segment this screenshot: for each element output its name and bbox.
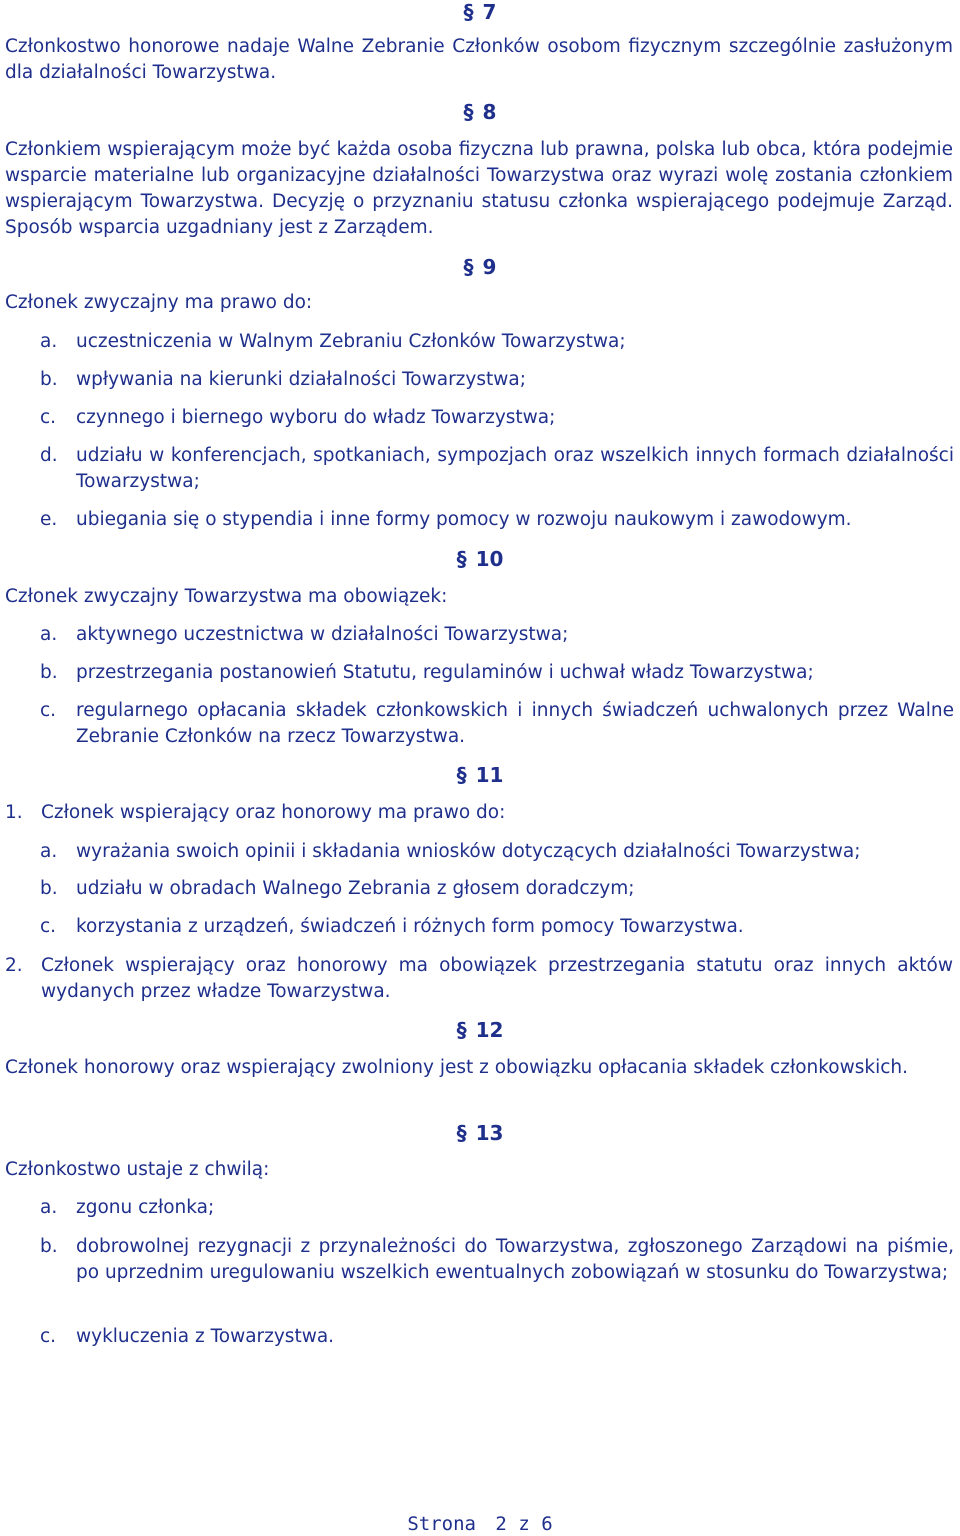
list-item (40, 329, 954, 355)
section-7-paragraph: Członkostwo honorowe nadaje Walne Zebranie Członków osobom fizycznym szczególnie zasłużonym dla działalności Towarzystwa. (5, 36, 953, 83)
section-13-heading (0, 1121, 960, 1145)
numbered-paragraph-1 (5, 800, 953, 826)
section-7-heading (0, 0, 960, 24)
list-item (40, 914, 954, 940)
list-item (40, 839, 954, 865)
list-item (40, 1324, 954, 1350)
section-symbol: § (456, 1121, 467, 1145)
page-label: Strona (407, 1513, 476, 1535)
section-symbol: § (463, 255, 474, 279)
list-item-text: ubiegania się o stypendia i inne formy pomocy w rozwoju naukowym i zawodowym. (76, 509, 852, 530)
numbered-paragraph-2 (5, 953, 953, 1005)
list-item-text: udziału w konferencjach, spotkaniach, sympozjach oraz wszelkich innych formach działalności Towarzystwa; (76, 445, 954, 492)
list-marker: b. (40, 1236, 58, 1257)
section-number: 7 (482, 0, 497, 24)
list-item-text: zgonu członka; (76, 1197, 215, 1218)
section-number: 11 (475, 763, 504, 787)
current-page-number: 2 (495, 1513, 507, 1535)
list-marker: b. (40, 662, 58, 683)
list-marker: c. (40, 407, 57, 428)
paragraph-text: Członek wspierający oraz honorowy ma prawo do: (41, 802, 506, 823)
list-marker: b. (40, 369, 58, 390)
list-marker: c. (40, 916, 57, 937)
list-marker: a. (40, 624, 58, 645)
list-item (40, 876, 954, 902)
list-marker: a. (40, 841, 58, 862)
list-item-text: wyrażania swoich opinii i składania wniosków dotyczących działalności Towarzystwa; (76, 841, 861, 862)
list-marker: a. (40, 1197, 58, 1218)
list-item (40, 367, 954, 393)
list-item (40, 698, 954, 750)
section-symbol: § (456, 1018, 467, 1042)
section-8-paragraph: Członkiem wspierającym może być każda osoba fizyczna lub prawna, polska lub obca, która podejmie wsparcie materialne lub organizacyjne działalności Towarzystwa oraz wyrazi wolę zostania członkiem wspierającym Towarzystwa. Decyzję o przyznaniu statusu członka wspierającego podejmuje Zarząd. Sposób wsparcia uzgadniany jest z Zarządem. (5, 139, 953, 238)
list-item-text: wykluczenia z Towarzystwa. (76, 1326, 335, 1347)
section-12-heading (0, 1018, 960, 1042)
paragraph-text: Członek wspierający oraz honorowy ma obowiązek przestrzegania statutu oraz innych aktów wydanych przez władze Towarzystwa. (41, 955, 953, 1002)
section-symbol: § (463, 0, 474, 24)
paragraph-number: 2. (5, 955, 23, 976)
list-item-text: aktywnego uczestnictwa w działalności Towarzystwa; (76, 624, 569, 645)
list-item (40, 405, 954, 431)
list-item (40, 507, 954, 533)
list-item-text: regularnego opłacania składek członkowskich i innych świadczeń uchwalonych przez Walne Zebranie Członków na rzecz Towarzystwa. (76, 700, 954, 747)
section-11-heading (0, 763, 960, 787)
section-number: 10 (475, 547, 504, 571)
list-item-text: korzystania z urządzeń, świadczeń i różnych form pomocy Towarzystwa. (76, 916, 744, 937)
list-marker: e. (40, 509, 58, 530)
section-symbol: § (456, 763, 467, 787)
section-number: 9 (482, 255, 497, 279)
section-8-heading (0, 100, 960, 124)
list-marker: d. (40, 445, 58, 466)
list-item (40, 622, 954, 648)
list-marker: c. (40, 1326, 57, 1347)
paragraph-number: 1. (5, 802, 23, 823)
list-item-text: czynnego i biernego wyboru do władz Towarzystwa; (76, 407, 556, 428)
section-symbol: § (456, 547, 467, 571)
section-13-intro: Członkostwo ustaje z chwilą: (5, 1159, 270, 1180)
page-separator: z (518, 1513, 530, 1535)
section-symbol: § (463, 100, 474, 124)
list-marker: b. (40, 878, 58, 899)
list-item (40, 1234, 954, 1286)
list-item-text: dobrowolnej rezygnacji z przynależności do Towarzystwa, zgłoszonego Zarządowi na piśmie, po uprzednim uregulowaniu wszelkich ewentualnych zobowiązań w stosunku do Towarzystwa; (76, 1236, 954, 1283)
section-number: 12 (475, 1018, 504, 1042)
section-9-heading (0, 255, 960, 279)
section-10-intro: Członek zwyczajny Towarzystwa ma obowiązek: (5, 586, 448, 607)
total-pages: 6 (541, 1513, 553, 1535)
section-number: 13 (475, 1121, 504, 1145)
list-marker: c. (40, 700, 57, 721)
list-item (40, 660, 954, 686)
section-10-heading (0, 547, 960, 571)
page-footer (0, 1512, 960, 1536)
list-item-text: udziału w obradach Walnego Zebrania z głosem doradczym; (76, 878, 635, 899)
section-9-intro: Członek zwyczajny ma prawo do: (5, 292, 313, 313)
list-item (40, 1195, 954, 1221)
list-item (40, 443, 954, 495)
list-item-text: przestrzegania postanowień Statutu, regulaminów i uchwał władz Towarzystwa; (76, 662, 814, 683)
section-number: 8 (482, 100, 497, 124)
list-marker: a. (40, 331, 58, 352)
list-item-text: wpływania na kierunki działalności Towarzystwa; (76, 369, 526, 390)
list-item-text: uczestniczenia w Walnym Zebraniu Członków Towarzystwa; (76, 331, 626, 352)
section-12-paragraph: Członek honorowy oraz wspierający zwolniony jest z obowiązku opłacania składek członkowskich. (5, 1057, 909, 1078)
